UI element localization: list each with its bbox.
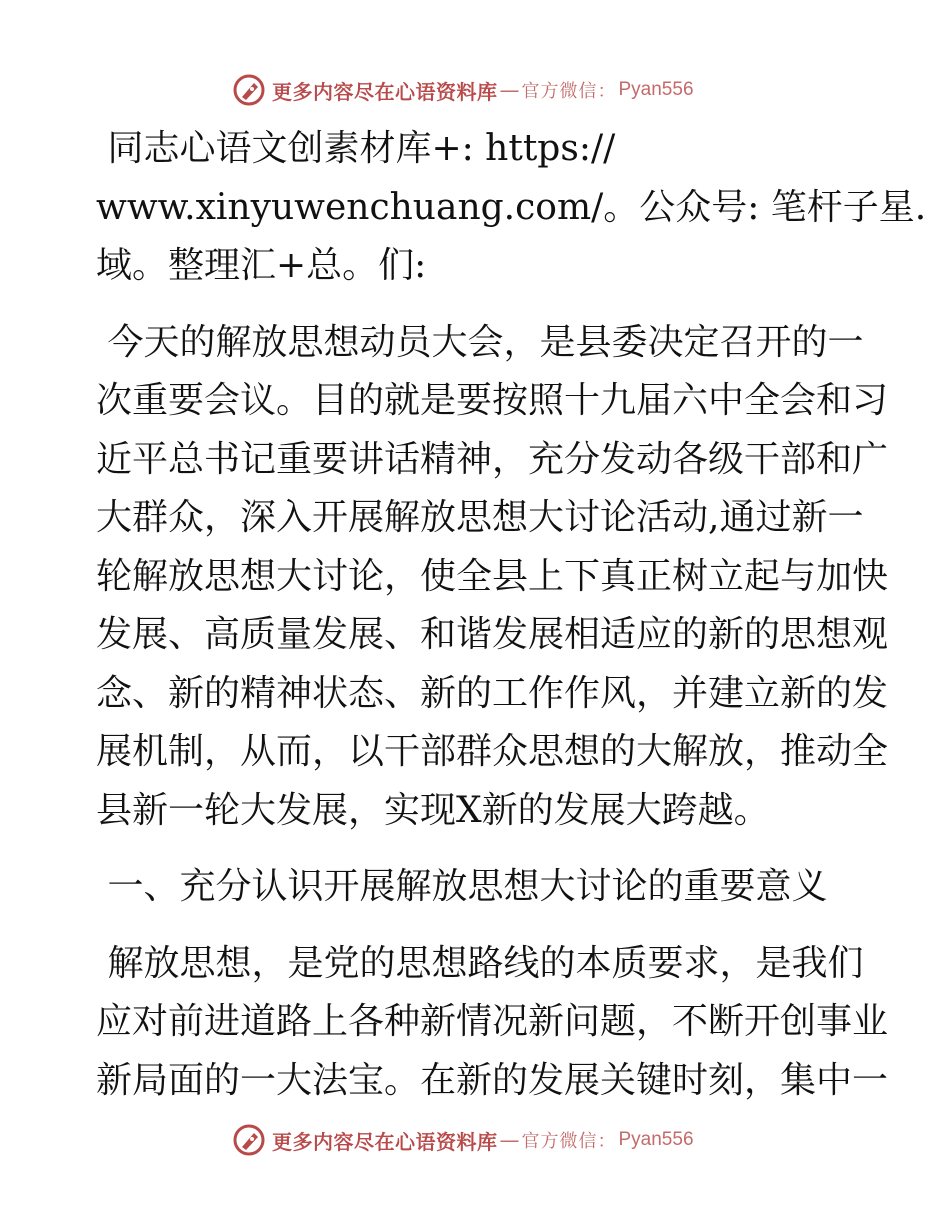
text-line: 发展、高质量发展、和谐发展相适应的新的思想观 xyxy=(96,614,889,655)
text-line: 近平总书记重要讲话精神，充分发动各级干部和广 xyxy=(96,438,889,480)
paragraph-1 xyxy=(96,314,889,841)
text-line: www.xinyuwenchuang.com/。公众号: 笔杆子星. xyxy=(96,186,927,228)
banner-dash: — xyxy=(499,78,520,102)
banner-wechat-id: Pyan556 xyxy=(618,79,694,100)
footer-banner xyxy=(232,1120,694,1160)
text-line: 新局面的一大法宝。在新的发展关键时刻，集中一 xyxy=(96,1059,889,1101)
text-line: 轮解放思想大讨论，使全县上下真正树立起与加快 xyxy=(96,555,889,597)
pen-nib-circle-logo-icon xyxy=(232,73,266,107)
header-banner xyxy=(232,70,694,110)
text-line: 应对前进道路上各种新情况新问题，不断开创事业 xyxy=(96,1001,889,1042)
text-line: 念、新的精神状态、新的工作作风，并建立新的发 xyxy=(96,672,889,714)
banner-wechat-label: 官方微信： xyxy=(521,1131,617,1152)
banner-main-text: 更多内容尽在心语资料库 xyxy=(272,1129,498,1154)
section-heading: 一、充分认识开展解放思想大讨论的重要意义 xyxy=(96,866,828,907)
text-line: 县新一轮大发展，实现X新的发展大跨越。 xyxy=(96,789,770,831)
text-line: 大群众，深入开展解放思想大讨论活动,通过新一 xyxy=(96,497,864,538)
text-line: 解放思想，是党的思想路线的本质要求，是我们 xyxy=(96,942,864,984)
document-body xyxy=(96,120,927,1110)
banner-main-text: 更多内容尽在心语资料库 xyxy=(272,79,498,104)
pen-nib-circle-logo-icon xyxy=(232,1123,266,1157)
banner-dash: — xyxy=(499,1128,520,1152)
text-line: 次重要会议。目的就是要按照十九届六中全会和习 xyxy=(96,380,889,421)
paragraph-2 xyxy=(96,935,889,1111)
intro-paragraph xyxy=(96,120,927,296)
banner-wechat-label: 官方微信： xyxy=(521,81,617,102)
banner-wechat-id: Pyan556 xyxy=(618,1129,694,1150)
text-line: 域。整理汇+总。们: xyxy=(96,245,427,286)
text-line: 今天的解放思想动员大会，是县委决定召开的一 xyxy=(96,321,864,363)
text-line: 同志心语文创素材库+: https:// xyxy=(96,128,616,169)
text-line: 展机制，从而，以干部群众思想的大解放，推动全 xyxy=(96,731,889,772)
